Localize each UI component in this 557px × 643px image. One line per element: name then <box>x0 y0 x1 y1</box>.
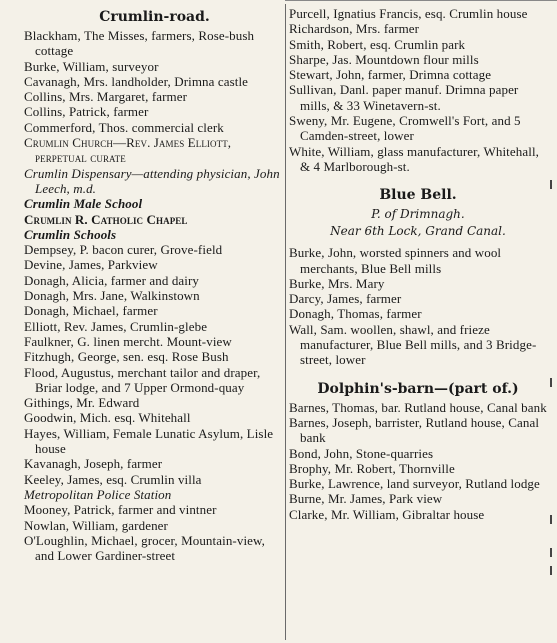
page-top-rule <box>285 0 557 4</box>
section-gap <box>289 368 547 378</box>
directory-entry: Githings, Mr. Edward <box>24 395 140 411</box>
directory-entry: Donagh, Alicia, farmer and dairy <box>24 272 200 288</box>
directory-entry: Crumlin Male School <box>24 196 143 212</box>
parish-line: P. of Drimnagh. <box>371 207 465 222</box>
directory-entry: Barnes, Joseph, barrister, Rutland house, Canal bank <box>289 414 540 446</box>
directory-entry: Nowlan, William, gardener <box>24 517 168 533</box>
directory-entry: O'Loughlin, Michael, grocer, Mountain-view, and Lower Gardiner-street <box>24 532 266 564</box>
edge-mark <box>550 180 552 189</box>
directory-entry: Blackham, The Misses, farmers, Rose-bush cottage <box>24 28 255 59</box>
directory-entry: Crumlin Church—Rev. James Elliott, perpetual curate <box>24 135 232 166</box>
directory-entry: Purcell, Ignatius Francis, esq. Crumlin house <box>289 6 528 21</box>
location-line: Near 6th Lock, Grand Canal. <box>330 224 506 239</box>
directory-entry: Collins, Patrick, farmer <box>24 104 149 120</box>
directory-entry: Flood, Augustus, merchant tailor and draper, Briar lodge, and 7 Upper Ormond-quay <box>24 364 261 395</box>
directory-entry: Collins, Mrs. Margaret, farmer <box>24 89 188 105</box>
directory-entry: Goodwin, Mich. esq. Whitehall <box>24 410 191 426</box>
directory-entry: Dempsey, P. bacon curer, Grove-field <box>24 242 223 258</box>
directory-entry: Elliott, Rev. James, Crumlin-glebe <box>24 318 208 334</box>
directory-entry: Sullivan, Danl. paper manuf. Drimna paper mills, & 33 Winetavern-st. <box>289 82 519 113</box>
directory-entry: Crumlin Schools <box>24 226 117 242</box>
directory-entry: Sweny, Mr. Eugene, Cromwell's Fort, and 5 Camden-street, lower <box>289 113 521 144</box>
directory-entry: Cavanagh, Mrs. landholder, Drimna castle <box>24 73 249 89</box>
directory-entry: Devine, James, Parkview <box>24 257 158 273</box>
directory-entry: Metropolitan Police Station <box>24 486 172 502</box>
directory-entry: Mooney, Patrick, farmer and vintner <box>24 502 217 518</box>
directory-entry: Donagh, Thomas, farmer <box>289 306 422 322</box>
directory-entry: Kavanagh, Joseph, farmer <box>24 456 163 472</box>
directory-entry: Sharpe, Jas. Mountdown flour mills <box>289 51 479 67</box>
column-divider <box>285 4 286 640</box>
directory-entry: Burke, John, worsted spinners and wool merchants, Blue Bell mills <box>289 245 502 276</box>
section-gap <box>289 174 547 184</box>
directory-entry: Darcy, James, farmer <box>289 291 402 307</box>
directory-entry: Crumlin Dispensary—attending physician, John Leech, m.d. <box>24 165 280 196</box>
directory-entry: Richardson, Mrs. farmer <box>289 21 420 37</box>
section-heading-blue-bell: Blue Bell. <box>379 187 457 204</box>
next-column-edge <box>550 0 557 643</box>
directory-entry: Donagh, Mrs. Jane, Walkinstown <box>24 288 200 304</box>
directory-entry: Fitzhugh, George, sen. esq. Rose Bush <box>24 349 229 365</box>
section-heading-crumlin-road: Crumlin-road. <box>99 9 210 25</box>
directory-entry: Stewart, John, farmer, Drimna cottage <box>289 67 492 83</box>
directory-entry: Faulkner, G. linen mercht. Mount-view <box>24 333 232 349</box>
directory-entry: Donagh, Michael, farmer <box>24 303 158 319</box>
directory-entry: Clarke, Mr. William, Gibraltar house <box>289 506 485 522</box>
edge-mark <box>550 566 552 575</box>
directory-entry: Burne, Mr. James, Park view <box>289 491 443 507</box>
directory-entry: Keeley, James, esq. Crumlin villa <box>24 471 202 487</box>
edge-mark <box>550 378 552 387</box>
directory-entry: Burke, Lawrence, land surveyor, Rutland lodge <box>289 476 540 492</box>
edge-mark <box>550 515 552 524</box>
directory-entry: Hayes, William, Female Lunatic Asylum, Lisle house <box>24 425 274 457</box>
directory-entry: Commerford, Thos. commercial clerk <box>24 119 224 135</box>
directory-entry: Brophy, Mr. Robert, Thornville <box>289 460 455 476</box>
directory-entry: Barnes, Thomas, bar. Rutland house, Canal bank <box>289 399 547 415</box>
right-column <box>289 6 547 522</box>
directory-entry: Bond, John, Stone-quarries <box>289 445 434 461</box>
left-column <box>24 6 285 563</box>
edge-mark <box>550 548 552 557</box>
directory-entry: White, William, glass manufacturer, Whitehall, & 4 Marlborough-st. <box>289 143 539 174</box>
directory-entry: Burke, Mrs. Mary <box>289 275 385 291</box>
directory-entry: Crumlin R. Catholic Chapel <box>24 211 188 227</box>
directory-entry: Smith, Robert, esq. Crumlin park <box>289 36 466 52</box>
directory-entry: Wall, Sam. woollen, shawl, and frieze manufacturer, Blue Bell mills, and 3 Bridge-street, lower <box>289 321 537 368</box>
section-heading-dolphins-barn: Dolphin's-barn—(part of.) <box>317 380 519 397</box>
directory-entry: Burke, William, surveyor <box>24 58 159 74</box>
